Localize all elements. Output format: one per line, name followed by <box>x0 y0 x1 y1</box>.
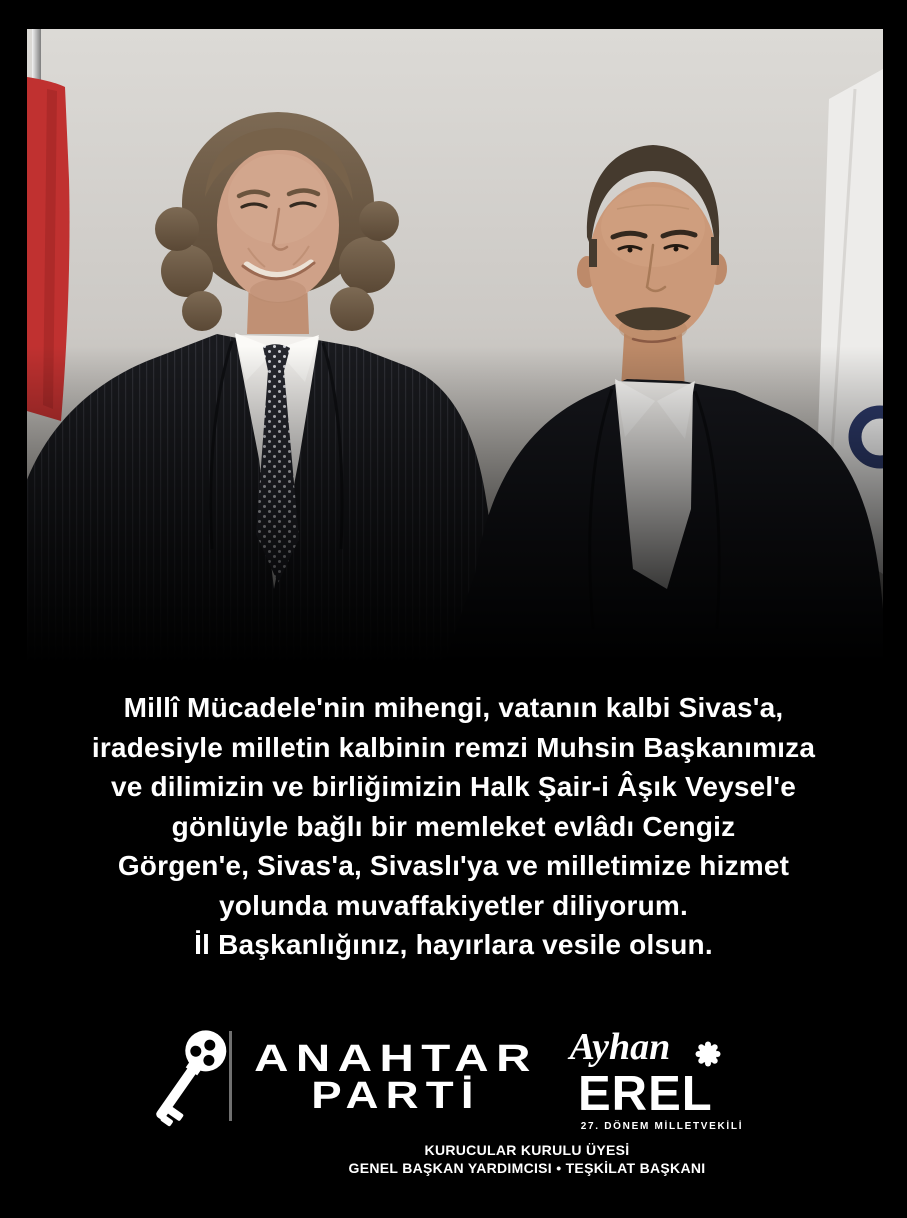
footer-line: KURUCULAR KURULU ÜYESİ <box>424 1142 630 1158</box>
message-line: Görgen'e, Sivas'a, Sivaslı'ya ve milletimize hizmet <box>117 850 790 881</box>
photo-fade <box>27 29 883 690</box>
signature-subtitle: 27. DÖNEM MİLLETVEKİLİ <box>580 1121 744 1132</box>
party-name-line2: PARTİ <box>311 1075 481 1117</box>
footer-titles <box>127 1142 907 1177</box>
photo <box>27 29 883 690</box>
signature-last-name: EREL <box>578 1067 713 1121</box>
message-line: iradesiyle milletin kalbinin remzi Muhsin Başkanımıza <box>91 731 816 763</box>
party-name-line1: ANAHTAR <box>254 1038 538 1080</box>
message-line: Millî Mücadele'nin mihengi, vatanın kalbi Sivas'a, <box>123 692 784 723</box>
footer-line: GENEL BAŞKAN YARDIMCISI • TEŞKİLAT BAŞKANI <box>348 1159 706 1176</box>
message-line: ve dilimizin ve birliğimizin Halk Şair-i Âşık Veysel'e <box>110 771 797 802</box>
message-line: gönlüyle bağlı bir memleket evlâdı Cengiz <box>171 810 736 842</box>
message-line: yolunda muvaffakiyetler diliyorum. <box>219 889 688 921</box>
photo-scene <box>27 29 883 690</box>
party-name <box>246 1038 546 1117</box>
signature-block <box>555 1025 775 1140</box>
seal-badge-icon <box>695 1041 721 1067</box>
message-line: İl Başkanlığınız, hayırlara vesile olsun. <box>194 929 713 960</box>
message-text <box>20 688 887 965</box>
signature-first-name: Ayhan <box>569 1026 671 1068</box>
